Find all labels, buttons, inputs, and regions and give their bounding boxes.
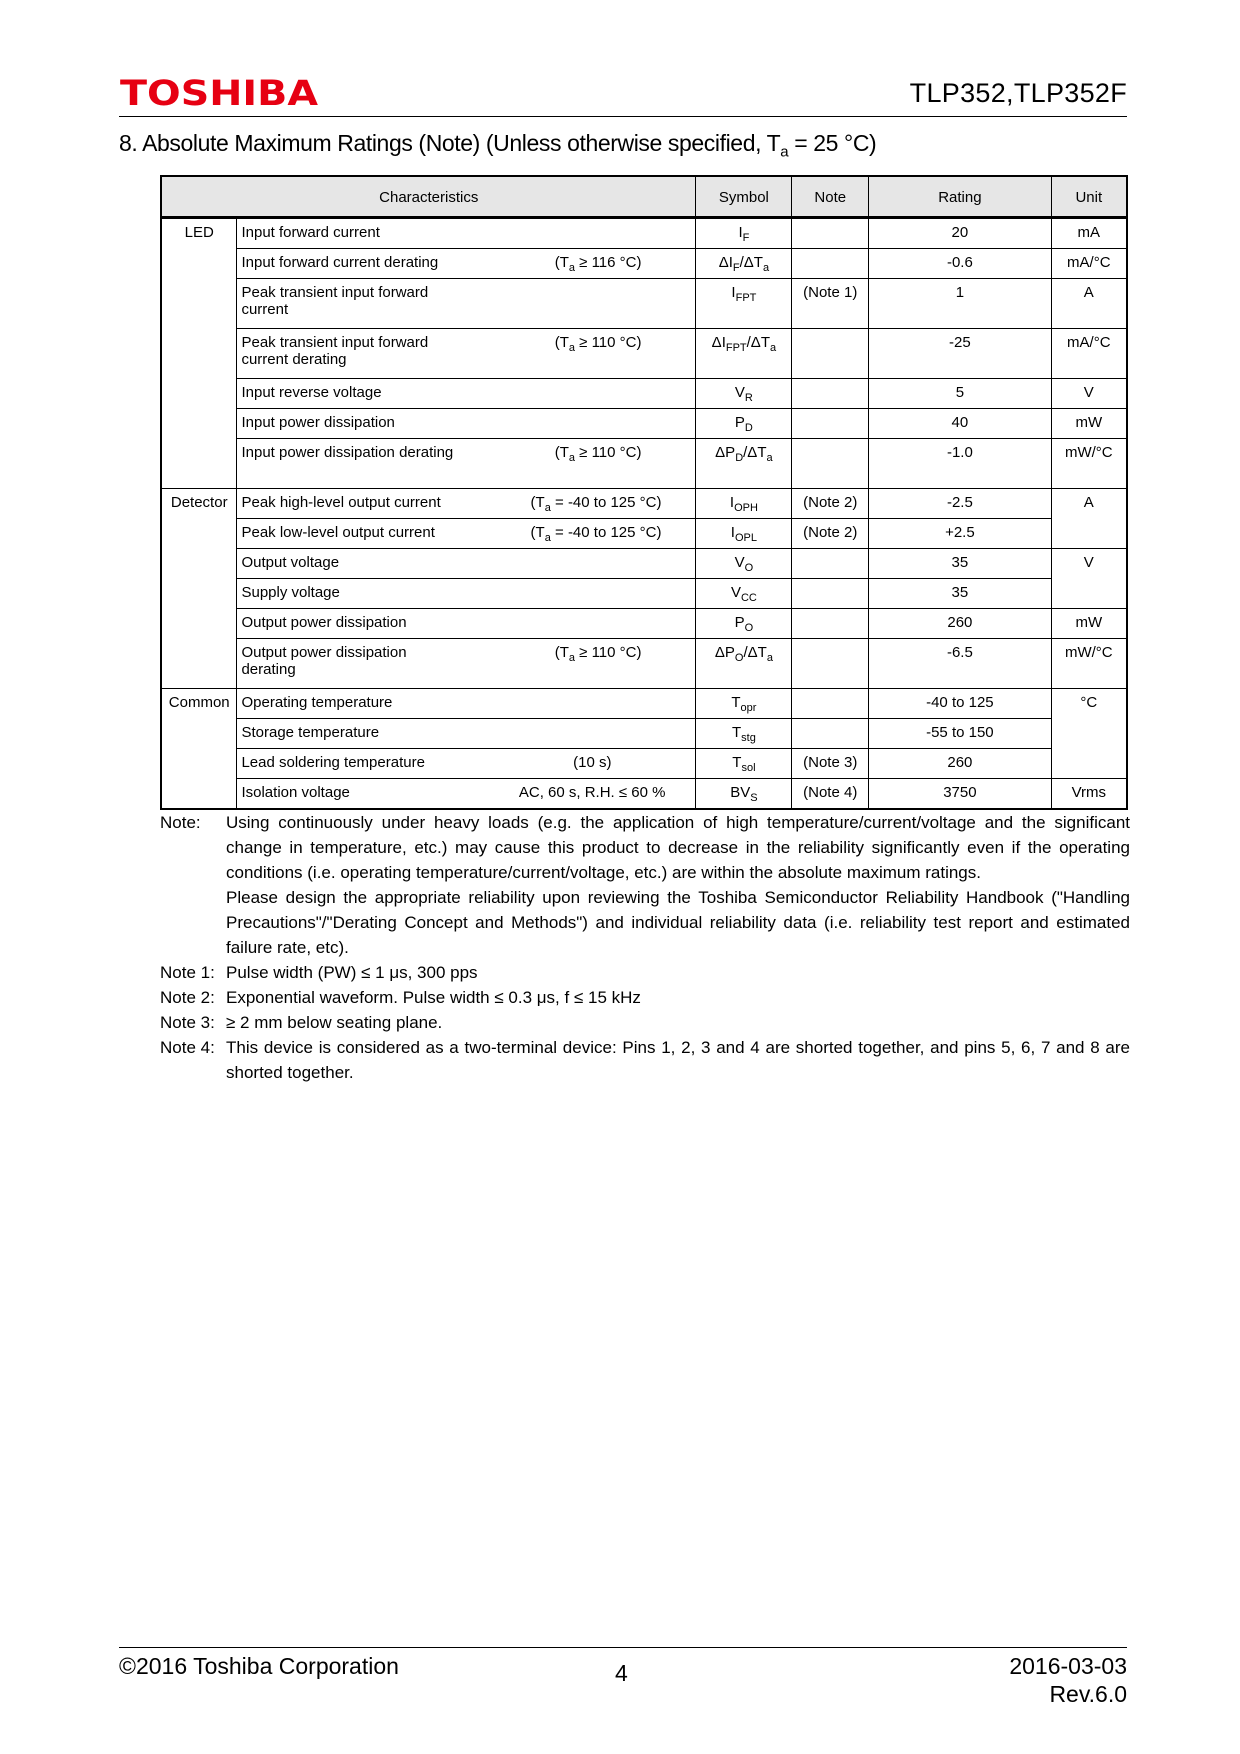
note-cell bbox=[792, 609, 869, 639]
note-cell bbox=[792, 549, 869, 579]
header-symbol: Symbol bbox=[696, 176, 792, 218]
note-cell bbox=[792, 249, 869, 279]
char-name: Input power dissipation bbox=[241, 414, 395, 431]
note-cell: (Note 1) bbox=[792, 279, 869, 329]
symbol-cell: $I_{OPL}$ bbox=[696, 519, 792, 549]
unit-cell: mW/°C bbox=[1051, 639, 1127, 689]
char-name: Input forward current derating bbox=[241, 254, 439, 271]
char-name: Storage temperature bbox=[241, 724, 380, 741]
note-cell bbox=[792, 409, 869, 439]
char-condition: ($T_a \ge 110$ °C) bbox=[554, 444, 642, 464]
char-name: Input reverse voltage bbox=[241, 384, 382, 401]
note-cell: (Note 3) bbox=[792, 749, 869, 779]
symbol-cell: $T_{sol}$ bbox=[696, 749, 792, 779]
char-cell bbox=[237, 779, 696, 810]
rating-cell: 3750 bbox=[869, 779, 1051, 810]
note-label: Note 3: bbox=[160, 1013, 215, 1032]
table-row bbox=[161, 749, 1127, 779]
copyright: ©2016 Toshiba Corporation bbox=[119, 1653, 399, 1679]
page-number: 4 bbox=[615, 1660, 628, 1686]
char-cell bbox=[237, 519, 696, 549]
part-number: TLP352,TLP352F bbox=[909, 78, 1127, 108]
toshiba-logo bbox=[120, 74, 320, 110]
unit-cell: °C bbox=[1051, 689, 1127, 779]
char-cell bbox=[237, 639, 696, 689]
table-header-row bbox=[161, 176, 1127, 218]
table-row bbox=[161, 609, 1127, 639]
note-4 bbox=[160, 1035, 1130, 1085]
symbol-cell: $V_R$ bbox=[696, 379, 792, 409]
brand-text: TOSHIBA bbox=[120, 74, 318, 110]
note-cell bbox=[792, 719, 869, 749]
note-text: ≥ 2 mm below seating plane. bbox=[226, 1013, 443, 1032]
section-title: 8. Absolute Maximum Ratings (Note) (Unless otherwise specified, $T_a = 25$ °C) bbox=[119, 130, 877, 161]
symbol-cell: $I_{FPT}$ bbox=[696, 279, 792, 329]
note-text: This device is considered as a two-terminal device: Pins 1, 2, 3 and 4 are shorted together, and pins 5, 6, 7 and 8 are shorted together. bbox=[226, 1038, 1130, 1082]
rating-cell: -2.5 bbox=[869, 489, 1051, 519]
group-common: Common bbox=[161, 689, 237, 810]
rating-cell: -1.0 bbox=[869, 439, 1051, 489]
char-cell bbox=[237, 379, 696, 409]
table-row bbox=[161, 409, 1127, 439]
symbol-cell: $\Delta I_{FPT}/\Delta T_a$ bbox=[696, 329, 792, 379]
note-cell bbox=[792, 689, 869, 719]
rating-cell: -55 to 150 bbox=[869, 719, 1051, 749]
symbol-cell: $\Delta P_D/\Delta T_a$ bbox=[696, 439, 792, 489]
rating-cell: 1 bbox=[869, 279, 1051, 329]
char-name: Peak low-level output current bbox=[241, 524, 435, 541]
symbol-cell: $T_{stg}$ bbox=[696, 719, 792, 749]
note-text: Exponential waveform. Pulse width ≤ 0.3 μs, f ≤ 15 kHz bbox=[226, 988, 641, 1007]
rating-cell: -25 bbox=[869, 329, 1051, 379]
table-row bbox=[161, 689, 1127, 719]
note-cell bbox=[792, 639, 869, 689]
symbol-cell: $V_{CC}$ bbox=[696, 579, 792, 609]
char-condition: ($T_a \ge 110$ °C) bbox=[554, 334, 642, 354]
header-divider bbox=[119, 116, 1127, 117]
table-row bbox=[161, 779, 1127, 810]
char-cell bbox=[237, 409, 696, 439]
table-row bbox=[161, 519, 1127, 549]
unit-cell: mW bbox=[1051, 409, 1127, 439]
footer-divider bbox=[119, 1647, 1127, 1648]
note-label: Note 2: bbox=[160, 988, 215, 1007]
note-general bbox=[160, 810, 1130, 960]
rating-cell: -0.6 bbox=[869, 249, 1051, 279]
char-cell bbox=[237, 579, 696, 609]
char-cell bbox=[237, 218, 696, 249]
table-row bbox=[161, 489, 1127, 519]
rating-cell: -6.5 bbox=[869, 639, 1051, 689]
char-cell bbox=[237, 439, 696, 489]
table-row bbox=[161, 719, 1127, 749]
symbol-cell: $T_{opr}$ bbox=[696, 689, 792, 719]
symbol-cell: $\Delta P_O/\Delta T_a$ bbox=[696, 639, 792, 689]
char-name: Peak transient input forward current derating bbox=[241, 334, 429, 368]
char-condition: (10 s) bbox=[573, 754, 612, 771]
notes-section bbox=[160, 810, 1130, 1085]
table-row bbox=[161, 639, 1127, 689]
note-cell bbox=[792, 218, 869, 249]
table-row bbox=[161, 379, 1127, 409]
note-cell: (Note 2) bbox=[792, 519, 869, 549]
rating-cell: 260 bbox=[869, 749, 1051, 779]
symbol-cell: $I_{OPH}$ bbox=[696, 489, 792, 519]
table-row bbox=[161, 249, 1127, 279]
unit-cell: mA/°C bbox=[1051, 249, 1127, 279]
header-characteristics: Characteristics bbox=[161, 176, 696, 218]
table-row bbox=[161, 329, 1127, 379]
char-name: Operating temperature bbox=[241, 694, 393, 711]
symbol-cell: $V_O$ bbox=[696, 549, 792, 579]
table-row bbox=[161, 218, 1127, 249]
group-led: LED bbox=[161, 218, 237, 489]
note-label: Note: bbox=[160, 813, 201, 832]
note-2 bbox=[160, 985, 1130, 1010]
ratings-table bbox=[160, 175, 1128, 810]
table-row bbox=[161, 579, 1127, 609]
rating-cell: 40 bbox=[869, 409, 1051, 439]
unit-cell: mW/°C bbox=[1051, 439, 1127, 489]
char-condition: ($T_a \ge 116$ °C) bbox=[554, 254, 642, 274]
char-cell bbox=[237, 719, 696, 749]
unit-cell: A bbox=[1051, 279, 1127, 329]
symbol-cell: $P_O$ bbox=[696, 609, 792, 639]
group-detector: Detector bbox=[161, 489, 237, 689]
symbol-cell: $\Delta I_F/\Delta T_a$ bbox=[696, 249, 792, 279]
char-cell bbox=[237, 549, 696, 579]
table-row bbox=[161, 279, 1127, 329]
char-name: Supply voltage bbox=[241, 584, 340, 601]
note-3 bbox=[160, 1010, 1130, 1035]
char-name: Input power dissipation derating bbox=[241, 444, 454, 461]
note-cell bbox=[792, 579, 869, 609]
header-rating: Rating bbox=[869, 176, 1051, 218]
note-text: Using continuously under heavy loads (e.g. the application of high temperature/current/voltage and the significant change in temperature, etc.) may cause this product to decrease in the reliability significantly even if the operating conditions (i.e. operating temperature/current/voltage, etc.) are within the absolute maximum ratings. Please design the appropriate reliability upon reviewing the Toshiba Semiconductor Reliability Handbook ("Handling Precautions"/"Derating Concept and Methods") and individual reliability data (i.e. reliability test report and estimated failure rate, etc). bbox=[226, 813, 1130, 957]
note-cell bbox=[792, 329, 869, 379]
char-name: Output power dissipation bbox=[241, 614, 407, 631]
rating-cell: 5 bbox=[869, 379, 1051, 409]
char-condition: ($T_a \ge 110$ °C) bbox=[554, 644, 642, 664]
rating-cell: +2.5 bbox=[869, 519, 1051, 549]
unit-cell: mW bbox=[1051, 609, 1127, 639]
unit-cell: V bbox=[1051, 379, 1127, 409]
char-name: Lead soldering temperature bbox=[241, 754, 425, 771]
char-name: Peak high-level output current bbox=[241, 494, 441, 511]
char-condition: ($T_a = -40$ to 125 °C) bbox=[530, 524, 662, 544]
char-name: Output voltage bbox=[241, 554, 340, 571]
char-cell bbox=[237, 749, 696, 779]
note-cell bbox=[792, 439, 869, 489]
revision-date: 2016-03-03 bbox=[1009, 1653, 1127, 1679]
char-condition: ($T_a = -40$ to 125 °C) bbox=[530, 494, 662, 514]
char-name: Peak transient input forward current bbox=[241, 284, 429, 318]
symbol-cell: $I_F$ bbox=[696, 218, 792, 249]
char-condition: AC, 60 s, R.H. ≤ 60 % bbox=[518, 784, 666, 801]
char-cell bbox=[237, 249, 696, 279]
table-row bbox=[161, 439, 1127, 489]
note-label: Note 4: bbox=[160, 1038, 215, 1057]
revision-number: Rev.6.0 bbox=[1049, 1681, 1127, 1707]
char-cell bbox=[237, 609, 696, 639]
symbol-cell: $BV_S$ bbox=[696, 779, 792, 810]
unit-cell: A bbox=[1051, 489, 1127, 549]
rating-cell: 260 bbox=[869, 609, 1051, 639]
rating-cell: 35 bbox=[869, 549, 1051, 579]
header-note: Note bbox=[792, 176, 869, 218]
note-text: Pulse width (PW) ≤ 1 μs, 300 pps bbox=[226, 963, 478, 982]
char-cell bbox=[237, 329, 696, 379]
symbol-cell: $P_D$ bbox=[696, 409, 792, 439]
char-name: Input forward current bbox=[241, 224, 380, 241]
rating-cell: -40 to 125 bbox=[869, 689, 1051, 719]
note-label: Note 1: bbox=[160, 963, 215, 982]
header-unit: Unit bbox=[1051, 176, 1127, 218]
note-cell: (Note 4) bbox=[792, 779, 869, 810]
char-name: Output power dissipation derating bbox=[241, 644, 407, 678]
unit-cell: Vrms bbox=[1051, 779, 1127, 810]
char-cell bbox=[237, 279, 696, 329]
char-name: Isolation voltage bbox=[241, 784, 350, 801]
rating-cell: 20 bbox=[869, 218, 1051, 249]
unit-cell: V bbox=[1051, 549, 1127, 609]
unit-cell: mA/°C bbox=[1051, 329, 1127, 379]
char-cell bbox=[237, 689, 696, 719]
note-1 bbox=[160, 960, 1130, 985]
char-cell bbox=[237, 489, 696, 519]
table-row bbox=[161, 549, 1127, 579]
note-cell bbox=[792, 379, 869, 409]
note-cell: (Note 2) bbox=[792, 489, 869, 519]
unit-cell: mA bbox=[1051, 218, 1127, 249]
rating-cell: 35 bbox=[869, 579, 1051, 609]
